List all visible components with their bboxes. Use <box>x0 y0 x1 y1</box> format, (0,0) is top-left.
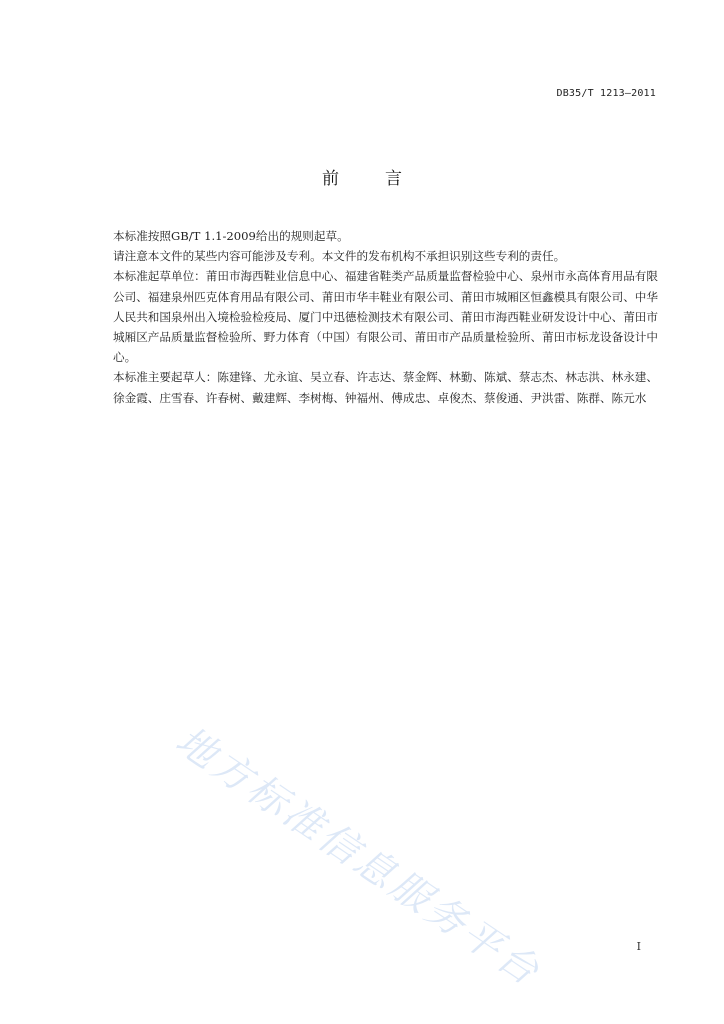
paragraph-drafting-units: 本标准起草单位：莆田市海西鞋业信息中心、福建省鞋类产品质量监督检验中心、泉州市永高体育用品有限公司、福建泉州匹克体育用品有限公司、莆田市华丰鞋业有限公司、莆田市城厢区恒鑫模具有限公司、中华人民共和国泉州出入境检验检疫局、厦门中迅德检测技术有限公司、莆田市海西鞋业研发设计中心、莆田市城厢区产品质量监督检验所、野力体育（中国）有限公司、莆田市产品质量检验所、莆田市标龙设备设计中心。 <box>113 269 658 365</box>
preface-body <box>113 226 658 408</box>
document-code: DB35/T 1213—2011 <box>556 88 656 99</box>
paragraph-patent-notice: 请注意本文件的某些内容可能涉及专利。本文件的发布机构不承担识别这些专利的责任。 <box>113 249 566 264</box>
paragraph-drafters: 本标准主要起草人：陈建锋、尤永谊、吴立春、许志达、蔡金辉、林勤、陈斌、蔡志杰、林志洪、林永建、徐金霞、庄雪春、许春树、戴建辉、李树梅、钟福州、傅成忠、卓俊杰、蔡俊通、尹洪雷、陈群、陈元水 <box>113 370 658 405</box>
page-number: I <box>636 940 641 953</box>
watermark: 地方标准信息服务平台 <box>167 718 550 997</box>
paragraph-drafting-rules: 本标准按照GB/T 1.1-2009给出的规则起草。 <box>113 229 349 243</box>
page-title: 前言 <box>322 169 448 189</box>
